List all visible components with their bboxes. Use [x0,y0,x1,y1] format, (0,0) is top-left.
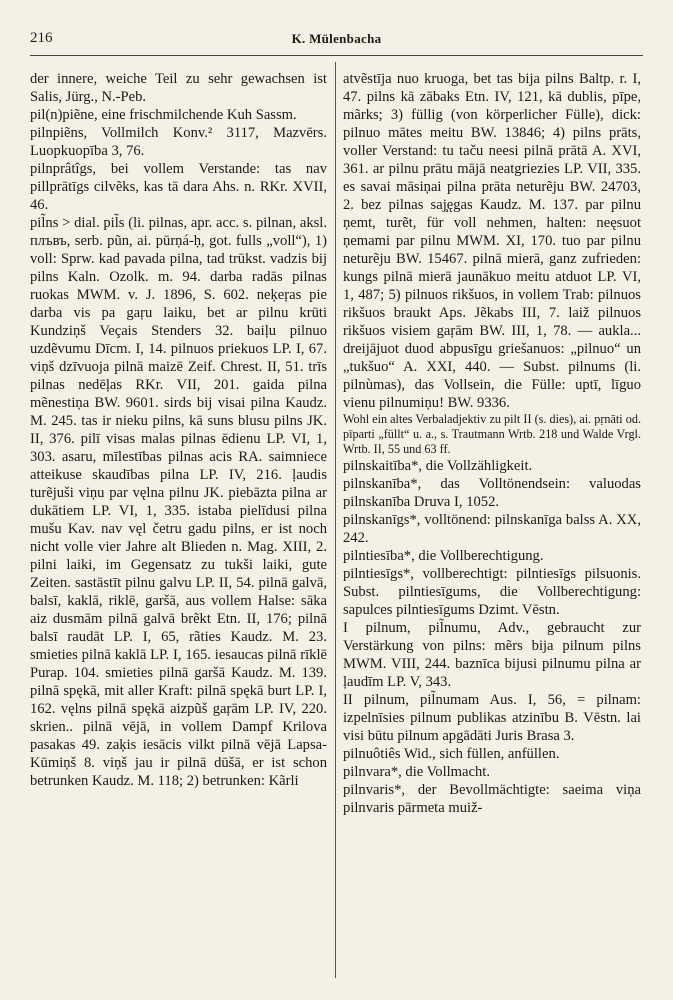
left-column [30,70,327,984]
entry-text: der innere, weiche Teil zu sehr gewachsen ist Salis, Jürg., N.-Peb. [30,71,327,105]
entry-text: pilnvara*, die Vollmacht. [343,764,490,780]
entry-text: pilntiesība*, die Vollberechtigung. [343,548,544,564]
entry-text: pilnskanība*, das Volltönendsein: valuodas pilnskanība Druva I, 1052. [343,476,641,510]
entry-text: II pilnum, pil̃numam Aus. I, 56, = pilnam: izpelnīsies pilnum publikas atzinību B. Vēstn. lai visi būtu pilnum apgādāti Juris Brasa 3. [343,692,641,744]
etymology-note: Wohl ein altes Verbaladjektiv zu pilt II (s. dies), ai. pṛnāti od. pīparti „füllt“ u. a., s. Trautmann Wrtb. 218 und Walde Vrgl. Wrtb. II, 55 und 63 ff. [343,412,641,456]
entry-text: pilnskanīgs*, volltönend: pilnskanīga balss A. XX, 242. [343,512,641,546]
entry-text: pilnpiẽns, Vollmilch Konv.² 3117, Mazvērs. Luopkuopība 3, 76. [30,125,327,159]
entry-text: pil(n)piẽne, eine frischmilchende Kuh Sassm. [30,107,297,123]
entry-text: I pilnum, pil̃numu, Adv., gebraucht zur Verstärkung von pilns: mẽrs bija pilnum pilns MWM. VIII, 244. baznīca bijusi pilnumu pilna ar ļaudīm LP. V, 343. [343,620,641,690]
entry-text: pilntiesīgs*, vollberechtigt: pilntiesīgs pilsuonis. Subst. pilntiesīgums, die Vollberechtigung: sapulces pilntiesīgums Dzimt. Vēstn. [343,566,641,618]
entry-text: pil̃ns > dial. pil̃s (li. pilnas, apr. acc. s. pilnan, aksl. плъвъ, serb. pũn, ai. pūrṇá-ḥ, got. fulls „voll“), 1) voll: Sprw. kad pavada pilna, tad trūkst. vadzis bij pilns Kaln. Ozolk. m. 94. darba radās pilnas ruokas MWM. v. J. 1896, S. 602. neķeŗas pie darba vis pa gaŗu laiku, bet ar pilnu krūti Kundziņš Veçais Stenders 32. baiļu pilnuo uzdẽvumu Dīcm. I, 14. pilnuos priekuos LP. I, 67. viņš dzīvuoja pilnā maizē Zeif. Chrest. II, 51. trīs pilnas nedēļas RKr. VII, 201. gaida pilna mẽnestiņa BW. 9601. sirds bij visai pilna Kaudz. M. 245. tas ir nieku pilns, kā suns blusu pilns JK. II, 376. pilī visas malas pilnas ēdienu LP. VI, 1, 303. asaru, mīlestības pilnas acis RA. saimniece atteikuse skaudības pilna LP. IV, 216. ļaudis turẽjuši viņu par vęlna pilnu JK. piebāzta pilna ar dukātiem LP. VI, 1, 335. istaba pielīdusi pilna mušu Kav. nav vęl četru gadu pilns, er ist noch nicht volle vier Jahre alt Blieden n. Mag. XIII, 2. pilni laiki, im Gegensatz zu tukši laiki, gute Zeiten. sastāstīt pilnu galvu LP. II, 54. pilnā galvā, balsī, kaklā, riklē, garšā, aus vollem Halse: sāka aiz dusmām pilnā galvā brẽkt Etn. II, 176; pilnā balsī raudāt LP. I, 65, rãties Kaudz. M. 23. smieties pilnā kaklā LP. I, 165. iesaucas pilnā rīklē Purap. 104. smieties pilnā garšā Kaudz. M. 139. pilnā spękā, mit aller Kraft: pilnā spękā burt LP. I, 162. vęlns pilnā spękā aizpũš gaŗām LP. IV, 220. skrien.. pilnā vējā, in vollem Dampf Krilova pasakas 49. zaķis iesācis vilkt pilnā vējā Lapsa-Kūmiņš 8. viņš jau ir pilnā dūšā, er ist schon betrunken Kaudz. M. 118; 2) betrunken: Kãrli [30,215,327,789]
entry-text: pilnvaris*, der Bevollmächtigte: saeima viņa pilnvaris pārmeta muiž- [343,782,641,816]
entry-text: pilnuôtiês Wid., sich füllen, anfüllen. [343,746,560,762]
entry-text: pilnskaitība*, die Vollzähligkeit. [343,458,533,474]
page-number: 216 [30,30,53,46]
right-column [343,70,641,984]
header-rule [30,55,643,56]
entry-text: atvẽstīja nuo kruoga, bet tas bija pilns Baltp. r. I, 47. pilns kā zābaks Etn. IV, 121, kā dublis, pīpe, mãrks; 3) füllig (von körperlicher Fülle), dick: pilnuo mātes meitu BW. 13846; 4) pilns prāts, voller Verstand: tu taču neesi pilnā prātā A. XVI, 361. ar pilnu prātu mājā neatgriezies LP. VII, 335. es savai māsiņai pilna prāta neturẽju BW. 24703, 2. bez pilnas saj̧ęgas Kaudz. M. 137. par pilnu ņemt, turẽt, für voll nehmen, halten: neęsuot ņemami par pilnu MWM. XI, 170. tuo par pilnu neturẽju BW. 15467. pilnā mierā, ganz zufrieden: kungs pilnā mierā jaunākuo meitu atduot LP. VI, 1, 487; 5) pilnuos rikšuos, in vollem Trab: pilnuos rikšuos braukt Aps. Jẽkabs III, 7. laiž pilnuos rikšuos visiem gaŗām BW. III, 1, 78. — aukla... dreijājuot duod abpusīgu griešanuos: „pilnuo“ un „tukšuo“ A. XXI, 440. — Subst. pilnums (li. pilnùmas), das Vollsein, die Fülle: uptī, līguo vienu pilnumiņu! BW. 9336. [343,71,641,411]
column-divider [335,62,336,978]
entry-text: pilnprâtîgs, bei vollem Verstande: tas nav pillprātīgs cilvẽks, kas tā dara Ahs. n. RKr. XVII, 46. [30,161,327,213]
running-head: K. Mülenbacha [291,31,382,46]
